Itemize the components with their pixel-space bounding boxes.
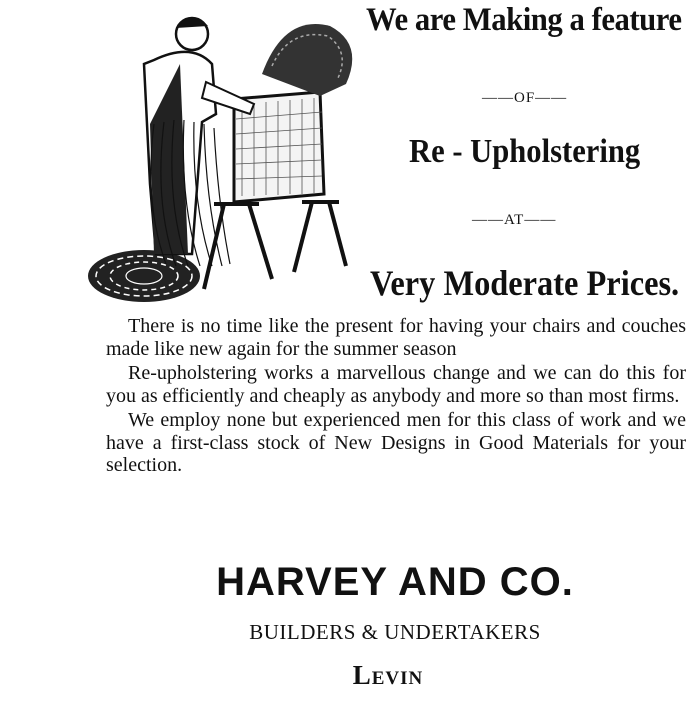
trestles [204, 202, 346, 289]
body-paragraph: There is no time like the present for having your chairs and couches made like new again for the summer season [106, 315, 686, 360]
firm-name: HARVEY AND CO. [216, 560, 574, 604]
wicker-chair [234, 24, 352, 202]
upholsterer-illustration [84, 4, 360, 304]
upholsterer-at-chair-icon [84, 4, 360, 304]
body-paragraph: Re-upholstering works a marvellous change and we can do this for you as efficiently and cheaply as anybody and more so than most firms. [106, 362, 686, 407]
firm-town: Levin [352, 660, 424, 690]
headline-prices: Very Moderate Prices. [370, 263, 680, 303]
rolled-material [88, 250, 200, 302]
body-copy [106, 315, 686, 477]
divider-of: ——OF—— [482, 90, 568, 106]
divider-at: ——AT—— [472, 212, 557, 228]
body-paragraph: We employ none but experienced men for this class of work and we have a first-class stock of New Designs in Good Materials for your selection. [106, 409, 686, 476]
headline-feature: We are Making a feature [366, 2, 682, 38]
firm-trade: BUILDERS & UNDERTAKERS [249, 620, 541, 644]
headline-service: Re - Upholstering [409, 133, 641, 170]
